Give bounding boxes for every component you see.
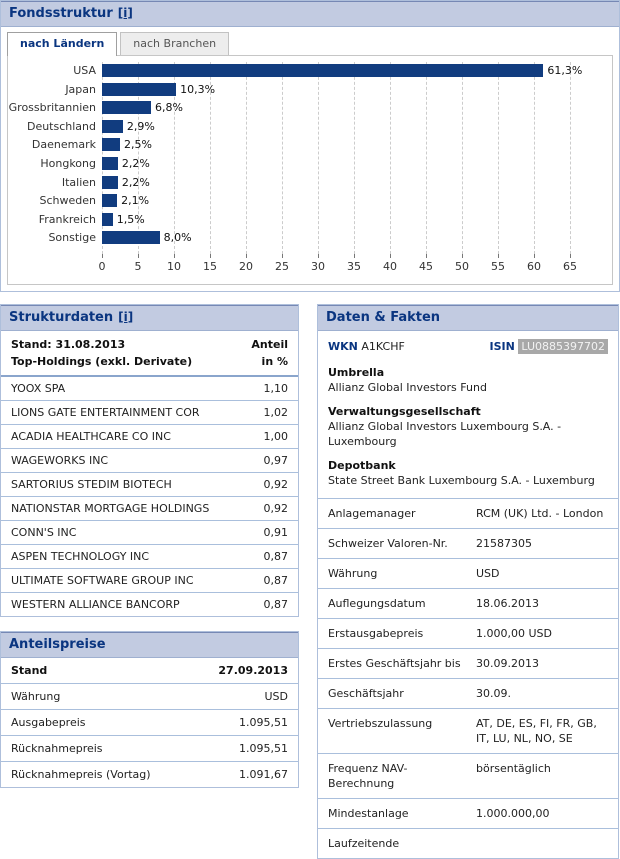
grid-line bbox=[246, 62, 247, 254]
fund-info-blocks bbox=[328, 366, 608, 488]
chart-category-label: Grossbritannien bbox=[8, 101, 96, 115]
fact-label: Frequenz NAV-Berechnung bbox=[328, 762, 408, 790]
holding-value: 0,87 bbox=[263, 550, 288, 563]
axis-tick-label: 15 bbox=[203, 260, 217, 273]
holding-name: YOOX SPA bbox=[11, 382, 66, 395]
axis-tick-label: 35 bbox=[347, 260, 361, 273]
fact-value: 1.000.000,00 bbox=[476, 807, 550, 820]
fact-row bbox=[318, 754, 618, 799]
axis-tick-label: 60 bbox=[527, 260, 541, 273]
chart-bar bbox=[102, 231, 160, 244]
axis-tick-label: 5 bbox=[134, 260, 142, 273]
fact-label: Erstausgabepreis bbox=[328, 627, 424, 640]
price-row bbox=[1, 684, 298, 710]
chart-value-label: 2,1% bbox=[121, 194, 150, 208]
strukturdaten-section bbox=[0, 304, 299, 617]
holding-row bbox=[1, 401, 298, 425]
daten-fakten-title: Daten & Fakten bbox=[326, 310, 441, 325]
info-link-icon[interactable]: [i] bbox=[118, 310, 134, 324]
holding-value: 1,10 bbox=[263, 382, 288, 395]
chart-value-label: 1,5% bbox=[116, 212, 145, 226]
axis-tick bbox=[246, 254, 247, 258]
price-row bbox=[1, 736, 298, 762]
fact-value: RCM (UK) Ltd. - London bbox=[476, 507, 604, 520]
axis-tick bbox=[210, 254, 211, 258]
holding-row bbox=[1, 473, 298, 497]
strukturdaten-header bbox=[1, 305, 298, 331]
fact-label: Auflegungsdatum bbox=[328, 597, 426, 610]
price-label: Währung bbox=[11, 690, 61, 703]
holding-row bbox=[1, 593, 298, 616]
axis-tick-label: 25 bbox=[275, 260, 289, 273]
isin-value: LU0885397702 bbox=[518, 339, 608, 354]
wkn-label: WKN bbox=[328, 340, 358, 353]
chart-value-label: 61,3% bbox=[547, 64, 583, 77]
axis-tick-label: 50 bbox=[455, 260, 469, 273]
grid-line bbox=[354, 62, 355, 254]
axis-tick bbox=[390, 254, 391, 258]
axis-tick-label: 55 bbox=[491, 260, 505, 273]
tab-nach-branchen[interactable]: nach Branchen bbox=[120, 32, 229, 55]
chart-category-label: Daenemark bbox=[31, 138, 96, 152]
price-value: 27.09.2013 bbox=[218, 664, 288, 677]
fund-info-heading: Depotbank bbox=[328, 459, 396, 472]
holding-row bbox=[1, 425, 298, 449]
chart-bar bbox=[102, 83, 176, 96]
axis-tick bbox=[534, 254, 535, 258]
holding-name: CONN'S INC bbox=[11, 526, 77, 539]
chart-bar bbox=[102, 176, 118, 189]
chart-category-label: Hongkong bbox=[40, 157, 96, 170]
daten-fakten-top-block bbox=[318, 331, 618, 499]
fact-value: 21587305 bbox=[476, 537, 532, 550]
price-label: Ausgabepreis bbox=[11, 716, 86, 729]
fact-row bbox=[318, 499, 618, 529]
holding-value: 0,92 bbox=[263, 478, 288, 491]
holding-value: 0,97 bbox=[263, 454, 288, 467]
grid-line bbox=[570, 62, 571, 254]
price-label: Stand bbox=[11, 664, 48, 677]
isin bbox=[490, 340, 608, 353]
fact-label: Erstes Geschäftsjahr bis bbox=[328, 657, 461, 670]
price-label: Rücknahmepreis bbox=[11, 742, 103, 755]
holdings-col-in-percent: in % bbox=[261, 355, 288, 368]
fact-value: 1.000,00 USD bbox=[476, 627, 552, 640]
fondsstruktur-header bbox=[1, 1, 619, 27]
fact-label: Währung bbox=[328, 567, 378, 580]
fact-row bbox=[318, 649, 618, 679]
chart-value-label: 2,2% bbox=[121, 157, 150, 170]
holdings-header-row-2 bbox=[1, 352, 298, 377]
axis-tick bbox=[462, 254, 463, 258]
axis-tick bbox=[138, 254, 139, 258]
chart-category-label: Schweden bbox=[39, 194, 96, 208]
chart-value-label: 10,3% bbox=[180, 82, 216, 96]
fact-value: 30.09. bbox=[476, 687, 511, 700]
fact-label: Mindestanlage bbox=[328, 807, 409, 820]
holding-name: NATIONSTAR MORTGAGE HOLDINGS bbox=[11, 502, 210, 515]
fund-info-text: State Street Bank Luxembourg S.A. - Luxemburg bbox=[328, 474, 595, 487]
fact-row bbox=[318, 619, 618, 649]
anteilspreise-table bbox=[1, 658, 298, 787]
grid-line bbox=[282, 62, 283, 254]
axis-tick-label: 20 bbox=[239, 260, 253, 273]
axis-tick bbox=[102, 254, 103, 258]
holding-value: 1,00 bbox=[263, 430, 288, 443]
holding-value: 0,92 bbox=[263, 502, 288, 515]
chart-tabs bbox=[1, 27, 619, 55]
wkn-value: A1KCHF bbox=[361, 340, 405, 353]
axis-tick bbox=[282, 254, 283, 258]
anteilspreise-title: Anteilspreise bbox=[9, 637, 106, 652]
wkn-isin-row bbox=[328, 337, 608, 356]
daten-fakten-header bbox=[318, 305, 618, 331]
fact-label: Vertriebszulassung bbox=[328, 717, 433, 730]
axis-tick-label: 40 bbox=[383, 260, 397, 273]
fund-info-heading: Umbrella bbox=[328, 366, 385, 379]
chart-value-label: 6,8% bbox=[154, 101, 183, 115]
chart-bar bbox=[102, 120, 123, 133]
holding-name: ACADIA HEALTHCARE CO INC bbox=[11, 430, 171, 443]
price-row bbox=[1, 710, 298, 736]
holding-name: WAGEWORKS INC bbox=[11, 454, 109, 467]
chart-bar bbox=[102, 157, 118, 170]
chart-bar bbox=[102, 213, 113, 226]
fact-value bbox=[476, 829, 618, 858]
fact-value: USD bbox=[476, 567, 500, 580]
holding-row bbox=[1, 497, 298, 521]
fact-row bbox=[318, 589, 618, 619]
fact-row bbox=[318, 709, 618, 754]
fact-value: börsentäglich bbox=[476, 762, 551, 775]
holding-row bbox=[1, 449, 298, 473]
fact-label: Geschäftsjahr bbox=[328, 687, 404, 700]
axis-tick bbox=[318, 254, 319, 258]
price-label: Rücknahmepreis (Vortag) bbox=[11, 768, 151, 781]
fact-row bbox=[318, 799, 618, 829]
fact-label: Anlagemanager bbox=[328, 507, 416, 520]
chart-category-label: Sonstige bbox=[48, 231, 96, 245]
chart-bar bbox=[102, 194, 117, 207]
tab-nach-laendern[interactable]: nach Ländern bbox=[7, 32, 117, 56]
holdings-stand: Stand: 31.08.2013 bbox=[11, 338, 126, 351]
chart-bar bbox=[102, 101, 151, 114]
fact-row bbox=[318, 829, 618, 858]
axis-tick bbox=[354, 254, 355, 258]
chart-category-label: USA bbox=[73, 64, 96, 77]
chart-value-label: 2,9% bbox=[126, 119, 155, 133]
holding-value: 0,91 bbox=[263, 526, 288, 539]
price-row bbox=[1, 762, 298, 787]
isin-label: ISIN bbox=[489, 340, 515, 353]
fact-value: 18.06.2013 bbox=[476, 597, 539, 610]
holding-row bbox=[1, 545, 298, 569]
chart-category-label: Italien bbox=[61, 175, 96, 189]
grid-line bbox=[534, 62, 535, 254]
axis-tick-label: 10 bbox=[167, 260, 181, 273]
grid-line bbox=[462, 62, 463, 254]
chart-plot bbox=[7, 55, 613, 285]
holding-row bbox=[1, 377, 298, 401]
price-row bbox=[1, 658, 298, 684]
anteilspreise-header bbox=[1, 632, 298, 658]
fund-info-text: Allianz Global Investors Luxembourg S.A. - Luxembourg bbox=[328, 420, 562, 448]
fact-row bbox=[318, 559, 618, 589]
fact-label: Laufzeitende bbox=[328, 837, 400, 850]
chart-value-label: 2,2% bbox=[121, 175, 150, 189]
price-value: 1.091,67 bbox=[239, 768, 288, 781]
price-value: USD bbox=[264, 690, 288, 703]
fact-row bbox=[318, 679, 618, 709]
daten-fakten-table bbox=[318, 499, 618, 858]
price-value: 1.095,51 bbox=[239, 742, 288, 755]
fact-value: AT, DE, ES, FI, FR, GB, IT, LU, NL, NO, SE bbox=[476, 717, 597, 745]
chart-value-label: 2,5% bbox=[124, 138, 152, 152]
strukturdaten-title: Strukturdaten bbox=[9, 310, 114, 325]
holding-row bbox=[1, 569, 298, 593]
axis-tick-label: 65 bbox=[563, 260, 577, 273]
holding-name: LIONS GATE ENTERTAINMENT COR bbox=[11, 406, 200, 419]
wkn bbox=[328, 340, 405, 353]
axis-tick bbox=[426, 254, 427, 258]
info-link-icon[interactable]: [i] bbox=[117, 6, 133, 20]
fact-value: 30.09.2013 bbox=[476, 657, 539, 670]
axis-tick-label: 0 bbox=[98, 260, 106, 273]
grid-line bbox=[390, 62, 391, 254]
axis-tick bbox=[174, 254, 175, 258]
chart-value-label: 8,0% bbox=[163, 231, 192, 245]
chart-category-label: Japan bbox=[65, 82, 96, 96]
holding-name: ASPEN TECHNOLOGY INC bbox=[11, 550, 150, 563]
anteilspreise-section bbox=[0, 631, 299, 788]
holding-name: WESTERN ALLIANCE BANCORP bbox=[11, 598, 180, 611]
chart-bar bbox=[102, 64, 543, 77]
grid-line bbox=[318, 62, 319, 254]
axis-tick bbox=[498, 254, 499, 258]
price-value: 1.095,51 bbox=[239, 716, 288, 729]
holding-value: 1,02 bbox=[263, 406, 288, 419]
chart-category-label: Frankreich bbox=[38, 212, 96, 226]
grid-line bbox=[498, 62, 499, 254]
axis-tick-label: 45 bbox=[419, 260, 433, 273]
axis-tick bbox=[570, 254, 571, 258]
holdings-label: Top-Holdings (exkl. Derivate) bbox=[11, 355, 193, 368]
fact-label: Schweizer Valoren-Nr. bbox=[328, 537, 448, 550]
axis-tick-label: 30 bbox=[311, 260, 325, 273]
fondsstruktur-title: Fondsstruktur bbox=[9, 6, 113, 21]
holdings-table bbox=[1, 377, 298, 616]
fact-row bbox=[318, 529, 618, 559]
holding-name: ULTIMATE SOFTWARE GROUP INC bbox=[11, 574, 194, 587]
fondsstruktur-section bbox=[0, 0, 620, 292]
holding-name: SARTORIUS STEDIM BIOTECH bbox=[11, 478, 172, 491]
grid-line bbox=[426, 62, 427, 254]
holdings-header-row-1 bbox=[1, 331, 298, 352]
holding-value: 0,87 bbox=[263, 598, 288, 611]
holding-value: 0,87 bbox=[263, 574, 288, 587]
chart-bar bbox=[102, 138, 120, 151]
fund-info-text: Allianz Global Investors Fund bbox=[328, 381, 487, 394]
holdings-col-anteil: Anteil bbox=[251, 338, 288, 351]
holding-row bbox=[1, 521, 298, 545]
chart-category-label: Deutschland bbox=[26, 119, 96, 133]
fund-info-heading: Verwaltungsgesellschaft bbox=[328, 405, 481, 418]
